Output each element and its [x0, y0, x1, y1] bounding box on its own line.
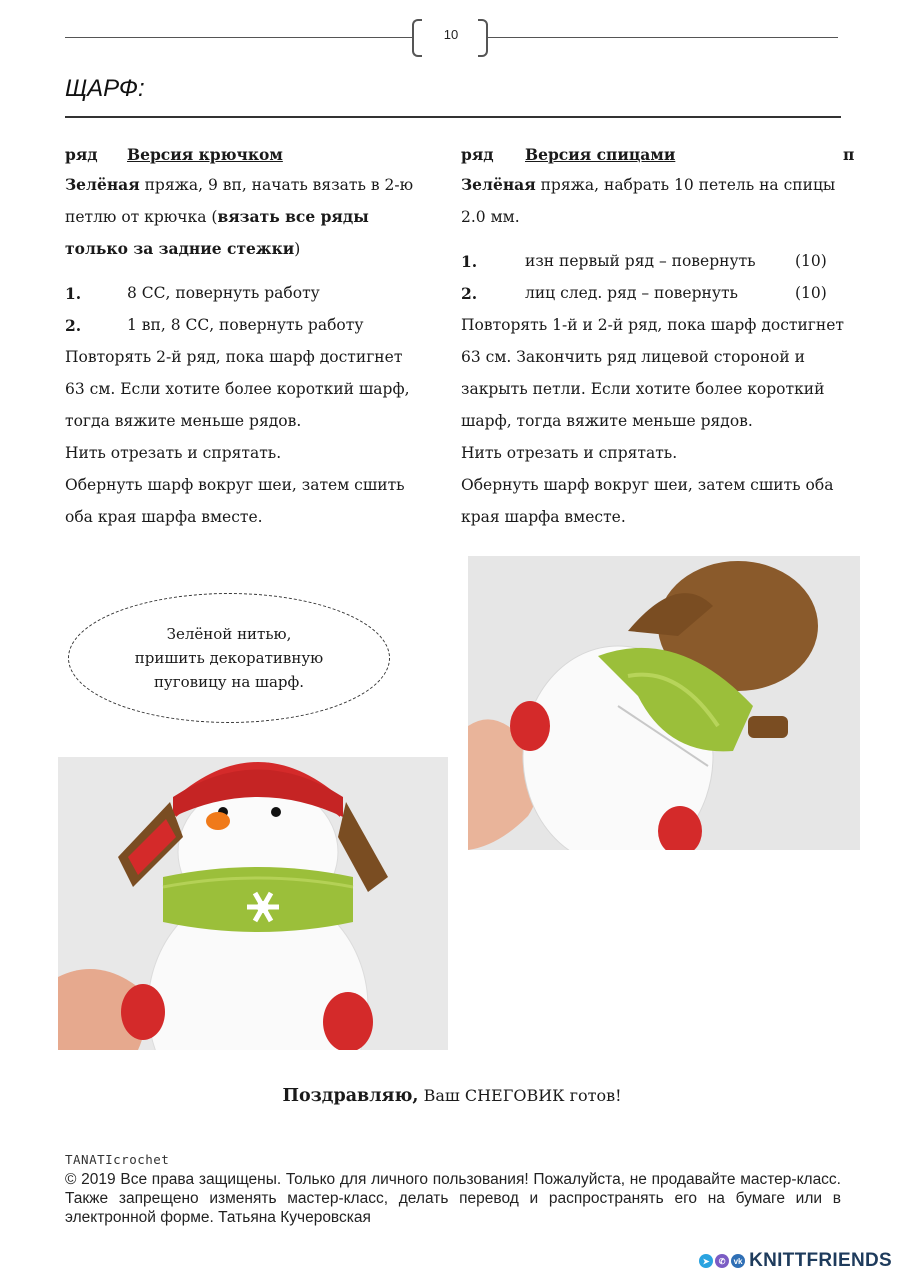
right-line: Обернуть шарф вокруг шеи, затем сшить оба: [461, 476, 834, 494]
snowman-knit-illustration: [468, 556, 860, 850]
nose-tip: [206, 812, 230, 830]
right-row-1-count: (10): [795, 252, 827, 270]
left-line: Нить отрезать и спрятать.: [65, 444, 282, 462]
right-line: Повторять 1-й и 2-й ряд, пока шарф достигнет: [461, 316, 845, 334]
right-col-title: Версия спицами: [525, 145, 676, 164]
left-line: тогда вяжите меньше рядов.: [65, 412, 302, 430]
right-row-2-count: (10): [795, 284, 827, 302]
mitten-left: [510, 701, 550, 751]
author-name: TANATIcrochet: [65, 1152, 170, 1167]
viber-icon: ✆: [715, 1254, 729, 1268]
right-line: шарф, тогда вяжите меньше рядов.: [461, 412, 753, 430]
section-title: ЩАРФ:: [65, 75, 145, 102]
left-intro-close: ): [294, 240, 301, 258]
right-intro-text2: 2.0 мм.: [461, 208, 520, 226]
right-row-1-text: изн первый ряд – повернуть: [525, 252, 756, 270]
left-line: Повторять 2-й ряд, пока шарф достигнет: [65, 348, 403, 366]
right-line: 63 см. Закончить ряд лицевой стороной и: [461, 348, 805, 366]
knittfriends-watermark: [699, 1250, 892, 1272]
right-row-2-num: 2.: [461, 284, 478, 303]
right-instructions: [461, 309, 881, 533]
left-row-2-num: 2.: [65, 316, 82, 335]
left-col-row-header: ряд: [65, 145, 98, 164]
left-intro-bold2: вязать все ряды: [217, 207, 369, 226]
note-line: Зелёной нитью,: [166, 625, 292, 643]
mitten-right: [323, 992, 373, 1050]
congrats-rest: Ваш СНЕГОВИК готов!: [418, 1086, 622, 1105]
photo-finished-snowman: [58, 757, 448, 1050]
left-line: 63 см. Если хотите более короткий шарф,: [65, 380, 410, 398]
right-intro: [461, 169, 861, 233]
page-number-bracket-left: [412, 19, 422, 57]
right-intro-text1: пряжа, набрать 10 петель на спицы: [535, 176, 836, 194]
left-line: оба края шарфа вместе.: [65, 508, 263, 526]
photo-knitted-scarf: [468, 556, 860, 850]
copyright-text: © 2019 Все права защищены. Только для личного пользования! Пожалуйста, не продавайте мастер-класс. Также запрещено изменять мастер-класс, делать перевод и распространять его на бумаге или в электронной форме. Татьяна Кучеровская: [65, 1171, 841, 1226]
right-intro-bold: Зелёная: [461, 175, 536, 194]
right-line: Нить отрезать и спрятать.: [461, 444, 678, 462]
left-row-1-num: 1.: [65, 284, 82, 303]
header-line-right: [488, 37, 838, 38]
left-row-2-text: 1 вп, 8 СС, повернуть работу: [127, 316, 364, 334]
left-col-title: Версия крючком: [127, 145, 283, 164]
vk-icon: vk: [731, 1254, 745, 1268]
left-intro-text2: петлю от крючка (: [65, 208, 218, 226]
telegram-icon: ➤: [699, 1254, 713, 1268]
hat-flap: [748, 716, 788, 738]
snowman-finished-illustration: [58, 757, 448, 1050]
left-intro-bold3: только за задние стежки: [65, 239, 295, 258]
title-rule: [65, 116, 841, 118]
left-line: Обернуть шарф вокруг шеи, затем сшить: [65, 476, 405, 494]
page-number: 10: [443, 27, 459, 42]
left-intro: [65, 169, 445, 265]
congrats-bold: Поздравляю,: [282, 1086, 419, 1106]
left-intro-text1: пряжа, 9 вп, начать вязать в 2-ю: [139, 176, 414, 194]
right-line: закрыть петли. Если хотите более короткий: [461, 380, 825, 398]
right-line: края шарфа вместе.: [461, 508, 626, 526]
right-row-1-num: 1.: [461, 252, 478, 271]
right-row-2-text: лиц след. ряд – повернуть: [525, 284, 738, 302]
note-line: пуговицу на шарф.: [153, 673, 305, 691]
left-intro-bold: Зелёная: [65, 175, 140, 194]
note-line: пришить декоративную: [134, 649, 324, 667]
watermark-text: KNITTFRIENDS: [749, 1250, 892, 1271]
instruction-note: [68, 593, 390, 723]
left-row-1-text: 8 СС, повернуть работу: [127, 284, 320, 302]
eye-right: [271, 807, 281, 817]
congratulations-text: [0, 1086, 904, 1106]
header-line-left: [65, 37, 412, 38]
page-number-bracket-right: [478, 19, 488, 57]
right-col-row-header: ряд: [461, 145, 494, 164]
mitten-left: [121, 984, 165, 1040]
right-col-extra: п: [843, 145, 855, 164]
left-instructions: [65, 341, 445, 533]
